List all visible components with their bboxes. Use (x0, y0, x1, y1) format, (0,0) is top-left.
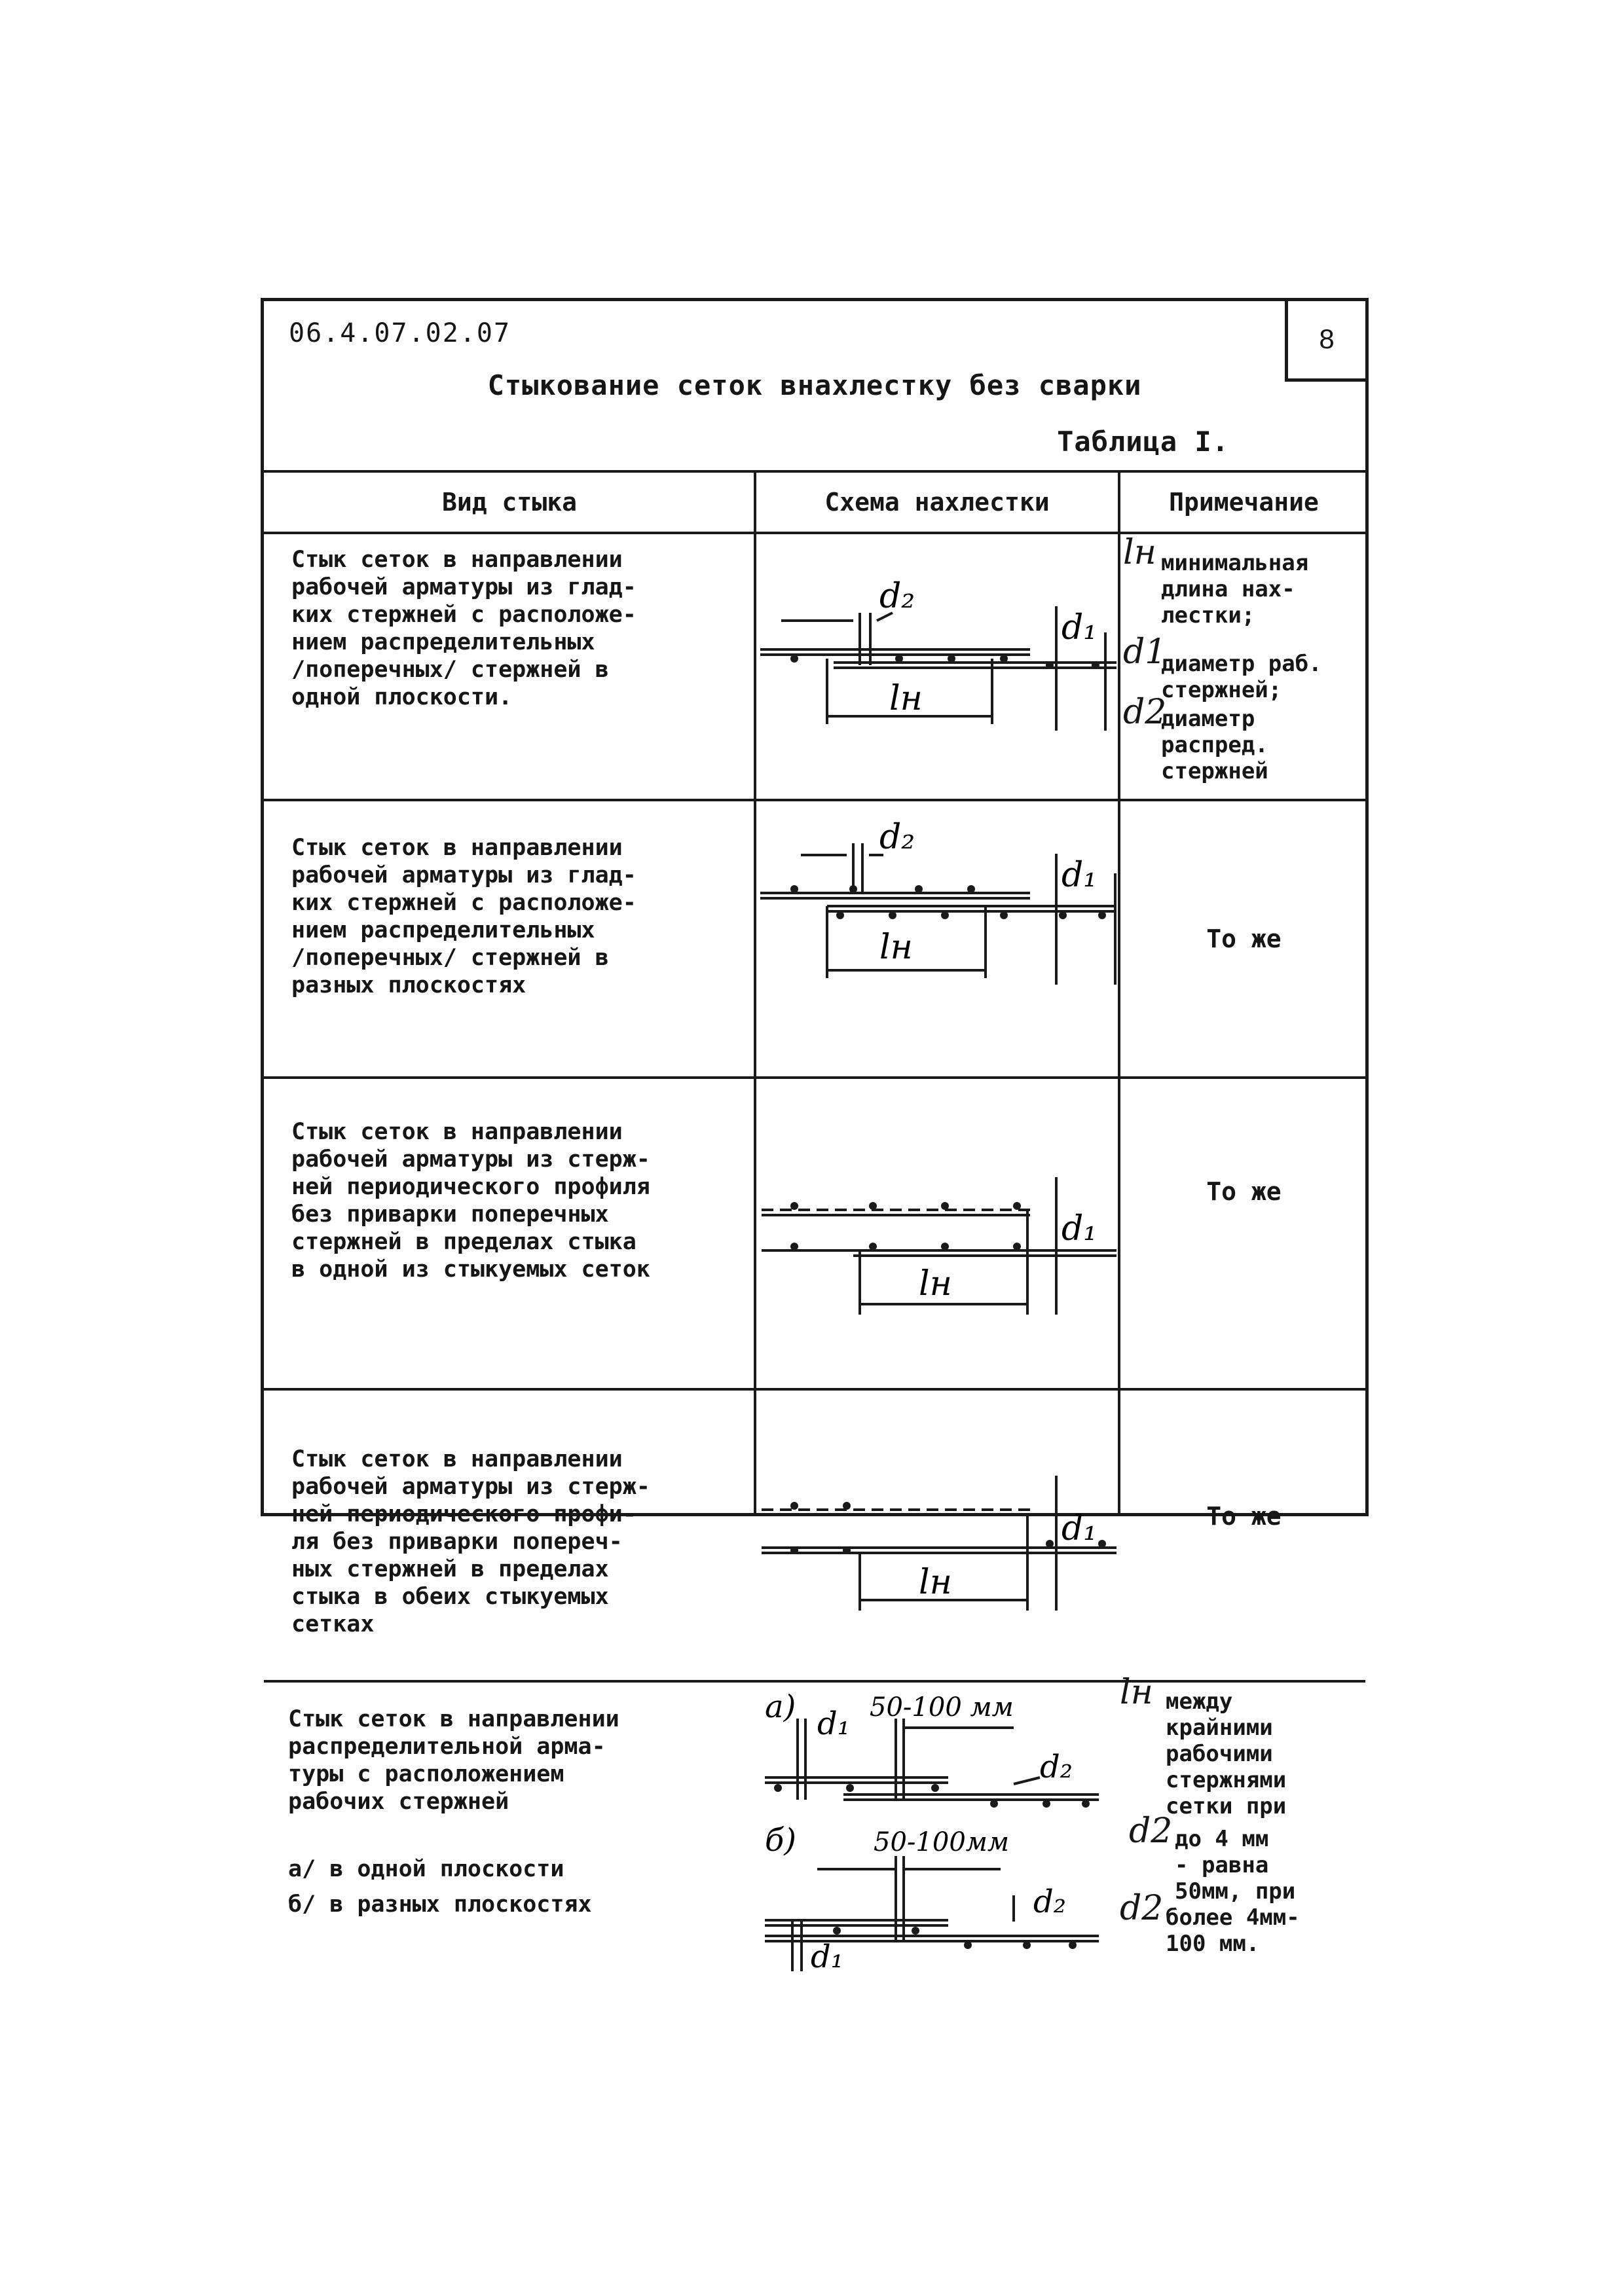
table-row (264, 1391, 1365, 1683)
label-dim-b: 50-100мм (874, 1827, 1010, 1857)
scheme-drawing-2 (755, 801, 1119, 1076)
variant-a-text: а/ в одной плоскости (288, 1856, 564, 1882)
table-row (264, 801, 1365, 1079)
label-d2-a: d₂ (1040, 1749, 1073, 1785)
note-d2-symbol-1: d2 (1129, 1812, 1173, 1851)
note-text-3: более 4мм- 100 мм. (1166, 1904, 1300, 1957)
table-row-5 (261, 1673, 1369, 1975)
label-d2: d₂ (879, 818, 915, 857)
overlap-scheme (755, 1391, 1119, 1680)
note-same: То же (1206, 1177, 1282, 1206)
joint-type-text: Стык сеток в направлении рабочей арматуры из стерж- ней периодического профи- ля без приварки попереч- ных стержней в пределах стыка в обеих стыкуемых сетках (291, 1446, 650, 1637)
label-ln: lн (919, 1563, 952, 1602)
joint-type-text: Стык сеток в направлении распределительной арма- туры с расположением рабочих стержней (288, 1706, 619, 1815)
note-cell (1119, 534, 1369, 799)
overlap-scheme (755, 1079, 1119, 1388)
label-d1: d₁ (1061, 608, 1098, 647)
note-text-1: между крайними рабочими стержнями сетки при (1166, 1688, 1287, 1819)
note-same: То же (1206, 1502, 1282, 1531)
note-d1-text: диаметр раб. стержней; (1161, 651, 1322, 703)
overlap-scheme (755, 801, 1119, 1076)
label-d2-b: d₂ (1033, 1884, 1066, 1920)
document-frame (261, 298, 1369, 1637)
note-same: То же (1206, 924, 1282, 953)
column-header-scheme: Схема нахлестки (755, 473, 1119, 534)
note-cell (1116, 1673, 1365, 1961)
variant-b-text: б/ в разных плоскостях (288, 1891, 592, 1918)
rebar-dot (790, 655, 798, 663)
label-dim-a: 50-100 мм (870, 1692, 1014, 1722)
label-d1: d₁ (1061, 1209, 1098, 1248)
table-row (264, 534, 1365, 801)
label-d1: d₁ (1061, 1509, 1098, 1548)
label-d1-a: d₁ (817, 1705, 850, 1742)
label-ln: lн (919, 1264, 952, 1303)
column-header-note: Примечание (1119, 473, 1369, 534)
label-ln: lн (879, 928, 913, 967)
column-header-type: Вид стыка (264, 473, 755, 534)
note-ln-symbol: lн (1123, 533, 1156, 572)
note-ln-text: минимальная длина нах- лестки; (1161, 550, 1309, 629)
document-code: 06.4.07.02.07 (289, 318, 511, 348)
label-b: б) (765, 1822, 797, 1859)
document-title: Стыкование сеток внахлестку без сварки (487, 369, 1142, 401)
note-ln-symbol: lн (1120, 1673, 1153, 1712)
table-label: Таблица I. (1057, 426, 1229, 458)
document-header (264, 301, 1365, 473)
note-d2-symbol: d2 (1123, 693, 1167, 732)
sheet-number: 8 (1285, 298, 1369, 382)
joint-type-text: Стык сеток в направлении рабочей арматуры из стерж- ней периодического профиля без приварки поперечных стержней в пределах стыка в одной из стыкуемых сеток (291, 1119, 650, 1283)
joint-type-text: Стык сеток в направлении рабочей арматуры из глад- ких стержней с расположе- нием распределительных /поперечных/ стержней в одной плоскости. (291, 547, 637, 710)
note-d2-text: диаметр распред. стержней (1161, 706, 1268, 784)
scheme-drawing-4 (755, 1391, 1119, 1680)
scheme-drawing-5 (752, 1679, 1116, 1975)
label-ln: lн (889, 679, 923, 718)
label-d1-b: d₁ (811, 1939, 843, 1975)
scheme-drawing-3 (755, 1079, 1119, 1388)
label-a: а) (765, 1688, 796, 1725)
note-d1-symbol: d1 (1123, 632, 1167, 672)
label-d2: d₂ (879, 577, 915, 616)
label-d1: d₁ (1061, 856, 1098, 895)
joint-type-text: Стык сеток в направлении рабочей арматуры из глад- ких стержней с расположе- нием распределительных /поперечных/ стержней в разных плоскостях (291, 835, 637, 998)
overlap-scheme (752, 1679, 1116, 1975)
overlap-scheme (755, 534, 1119, 799)
note-d2-symbol-2: d2 (1120, 1889, 1164, 1928)
scheme-drawing-1 (755, 534, 1119, 799)
table-row (264, 1079, 1365, 1391)
note-text-2: до 4 мм - равна 50мм, при (1175, 1826, 1296, 1904)
